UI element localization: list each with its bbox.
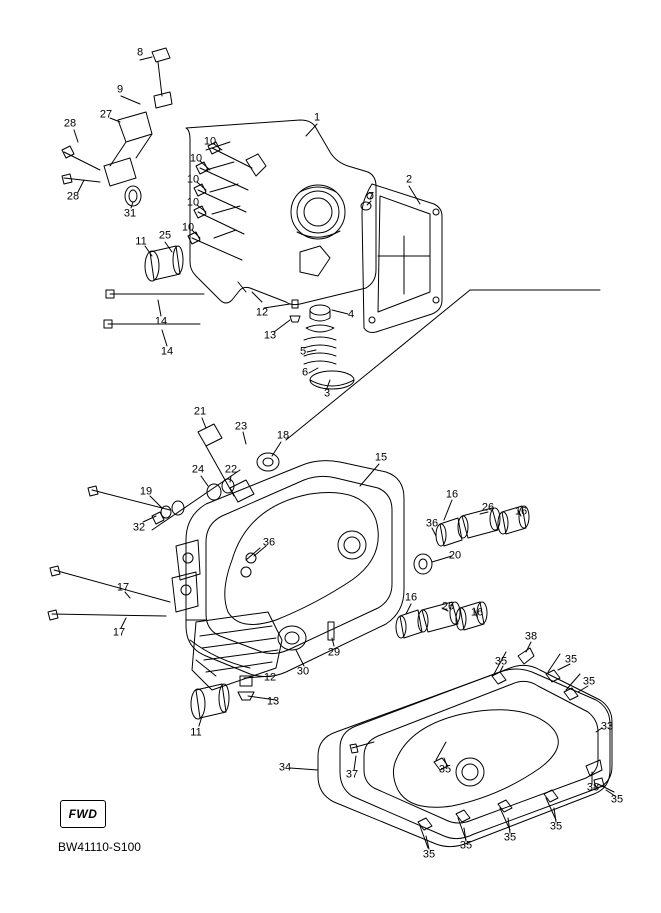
callout-37: 37 xyxy=(345,768,359,781)
callout-5: 5 xyxy=(299,345,307,358)
callout-17-b: 17 xyxy=(112,626,126,639)
callout-13-lower: 13 xyxy=(266,695,280,708)
callout-16-d: 16 xyxy=(470,606,484,619)
callout-6: 6 xyxy=(301,366,309,379)
callout-4: 4 xyxy=(347,308,355,321)
callout-35-i: 35 xyxy=(549,820,563,833)
callout-26-b: 26 xyxy=(441,600,455,613)
callout-23: 23 xyxy=(234,420,248,433)
callout-34: 34 xyxy=(278,761,292,774)
callout-12-upper: 12 xyxy=(255,306,269,319)
callout-13-upper: 13 xyxy=(263,329,277,342)
callout-35-h: 35 xyxy=(503,831,517,844)
callout-18: 18 xyxy=(276,429,290,442)
callout-35-f: 35 xyxy=(422,848,436,861)
callout-15: 15 xyxy=(374,451,388,464)
callout-16-c: 16 xyxy=(404,591,418,604)
callout-38-b: 38 xyxy=(586,781,600,794)
fwd-label: FWD xyxy=(68,807,98,821)
callout-2: 2 xyxy=(405,173,413,186)
callout-28-upper: 28 xyxy=(63,117,77,130)
callout-32: 32 xyxy=(132,521,146,534)
callout-35-a: 35 xyxy=(494,655,508,668)
callout-10-b: 10 xyxy=(189,152,203,165)
callout-36-a: 36 xyxy=(425,517,439,530)
callout-10-d: 10 xyxy=(186,196,200,209)
callout-35-d: 35 xyxy=(610,793,624,806)
fwd-direction-marker xyxy=(60,800,106,828)
callout-14-b: 14 xyxy=(160,345,174,358)
callout-10-e: 10 xyxy=(181,221,195,234)
callout-35-g: 35 xyxy=(459,839,473,852)
callout-10-c: 10 xyxy=(186,173,200,186)
callout-38-a: 38 xyxy=(524,630,538,643)
callout-1: 1 xyxy=(313,111,321,124)
callout-19: 19 xyxy=(139,485,153,498)
callout-28-lower: 28 xyxy=(66,190,80,203)
callout-20: 20 xyxy=(448,549,462,562)
callout-27: 27 xyxy=(99,108,113,121)
callout-36-b: 36 xyxy=(262,536,276,549)
callout-11-lower: 11 xyxy=(190,726,202,739)
callout-7: 7 xyxy=(367,190,375,203)
callout-10-a: 10 xyxy=(203,135,217,148)
callout-30: 30 xyxy=(296,665,310,678)
callout-33: 33 xyxy=(600,720,614,733)
callout-14-a: 14 xyxy=(154,315,168,328)
callout-16-a: 16 xyxy=(445,488,459,501)
callout-8: 8 xyxy=(136,46,144,59)
callout-12-lower: 12 xyxy=(263,671,277,684)
callout-11-upper: 11 xyxy=(135,235,147,248)
callout-25: 25 xyxy=(158,229,172,242)
callout-21: 21 xyxy=(193,405,207,418)
callout-31: 31 xyxy=(123,207,137,220)
callout-35-c: 35 xyxy=(582,675,596,688)
callout-9: 9 xyxy=(116,83,124,96)
callout-17-a: 17 xyxy=(116,581,130,594)
callout-24: 24 xyxy=(191,463,205,476)
callout-3: 3 xyxy=(323,387,331,400)
callout-22: 22 xyxy=(224,463,238,476)
callout-35-b: 35 xyxy=(564,653,578,666)
part-code: BW41110-S100 xyxy=(58,840,141,854)
callout-26-a: 26 xyxy=(481,501,495,514)
callout-35-e: 35 xyxy=(438,763,452,776)
callout-29: 29 xyxy=(327,646,341,659)
callout-16-b: 16 xyxy=(514,505,528,518)
